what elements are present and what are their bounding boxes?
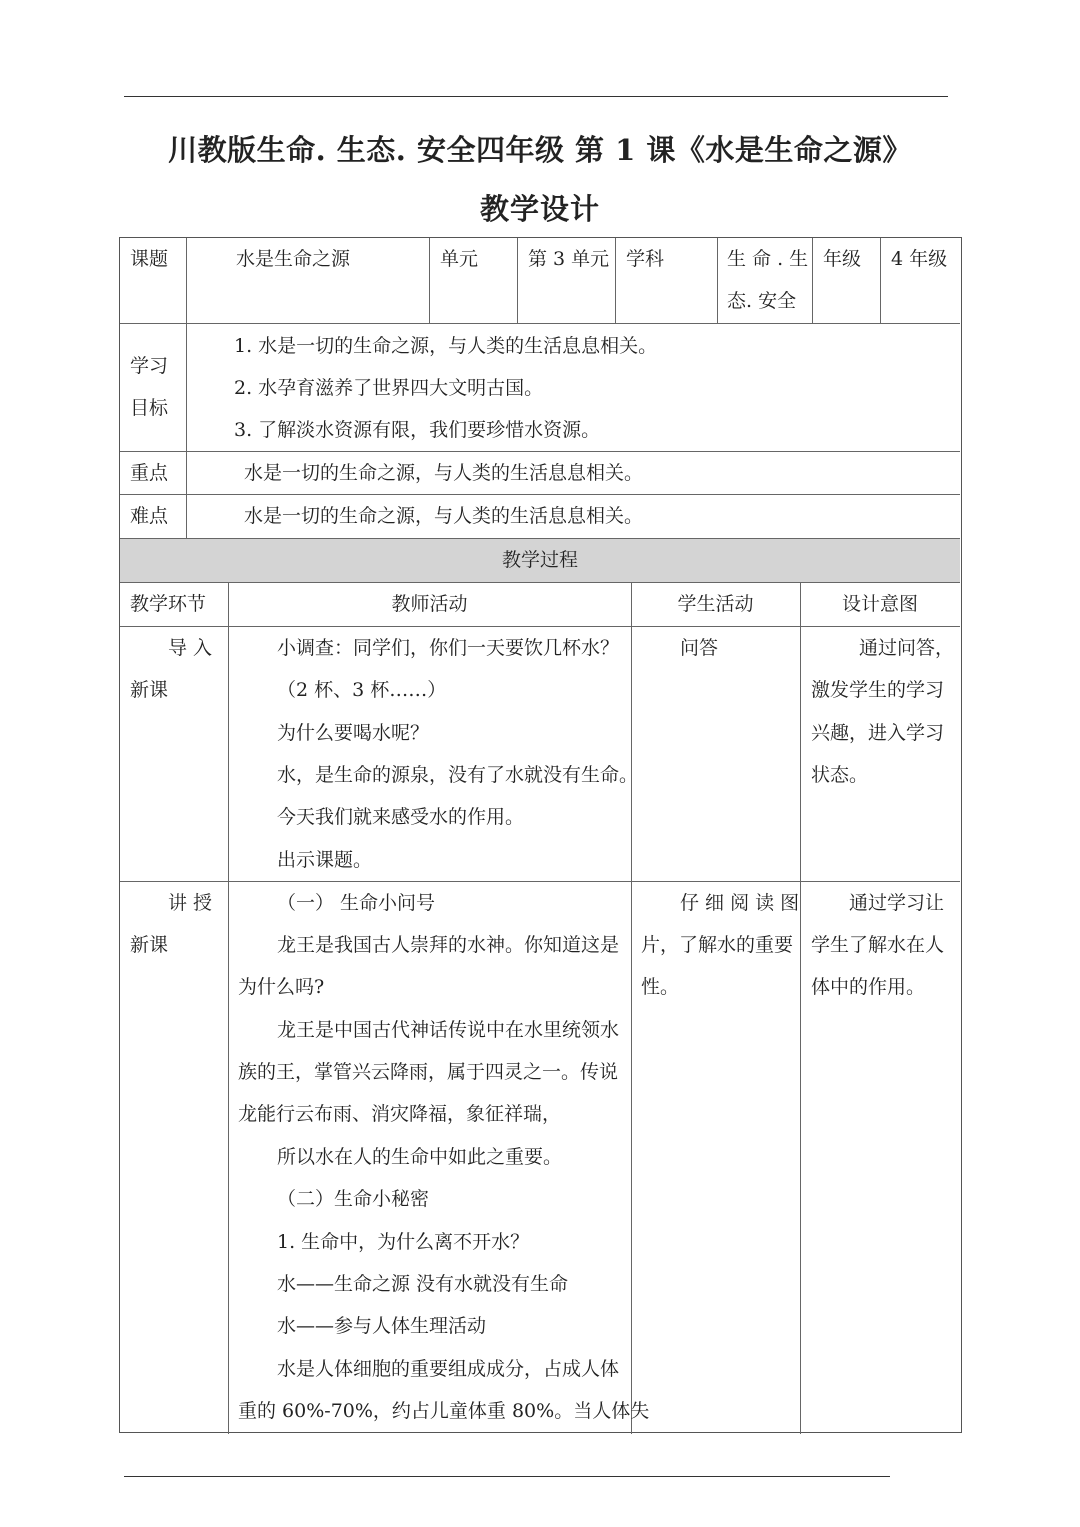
document-subtitle: 教学设计	[479, 192, 600, 226]
col-header-student: 学生活动	[677, 593, 754, 615]
intro-student-text: 问答	[680, 637, 719, 659]
lecture-teacher-line: 龙能行云布雨、消灾降福，象征祥瑞，	[238, 1103, 562, 1125]
lecture-teacher-line: 龙王是中国古代神话传说中在水里统领水	[277, 1019, 620, 1041]
goals-label-line1: 学习	[130, 355, 169, 377]
col-header-stage: 教学环节	[130, 593, 207, 615]
goals-label-line2: 目标	[130, 397, 169, 419]
lecture-intent-line: 学生了解水在人	[811, 934, 945, 956]
unit-value: 第 3 单元	[528, 248, 610, 270]
header-rule	[124, 96, 948, 97]
lecture-student-line: 仔 细 阅 读 图	[680, 892, 800, 914]
goal-item: 3. 了解淡水资源有限，我们要珍惜水资源。	[234, 419, 601, 441]
lecture-teacher-line: 龙王是我国古人崇拜的水神。你知道这是	[277, 934, 620, 956]
intro-teacher-line: 小调查：同学们，你们一天要饮几杯水？	[277, 637, 620, 659]
intro-teacher-line: 今天我们就来感受水的作用。	[277, 806, 525, 828]
lecture-stage-line2: 新课	[130, 934, 169, 956]
col-header-teacher: 教师活动	[391, 593, 468, 615]
lecture-teacher-line: 族的王，掌管兴云降雨，属于四灵之一。传说	[238, 1061, 619, 1083]
goal-item: 1. 水是一切的生命之源，与人类的生活息息相关。	[234, 335, 658, 357]
intro-teacher-line: 出示课题。	[277, 849, 373, 871]
lecture-intent-line: 通过学习让	[849, 892, 945, 914]
lecture-teacher-line: 水——生命之源 没有水就没有生命	[277, 1273, 569, 1295]
subject-value-line2: 态. 安全	[727, 290, 797, 312]
grade-label: 年级	[823, 248, 862, 270]
lecture-teacher-line: 重的 60%-70%，约占儿童体重 80%。当人体失	[238, 1400, 650, 1422]
difficulty-label: 难点	[130, 505, 169, 527]
grade-value: 4 年级	[891, 248, 948, 270]
document-title: 川教版生命. 生态. 安全四年级 第 1 课《水是生命之源》	[168, 133, 912, 167]
unit-label: 单元	[440, 248, 479, 270]
difficulty-text: 水是一切的生命之源，与人类的生活息息相关。	[244, 505, 644, 527]
intro-intent-line: 状态。	[811, 764, 869, 786]
lecture-student-line: 性。	[641, 976, 680, 998]
intro-intent-line: 激发学生的学习	[811, 679, 945, 701]
lecture-teacher-line: 为什么吗?	[238, 976, 325, 998]
goal-item: 2. 水孕育滋养了世界四大文明古国。	[234, 377, 544, 399]
intro-teacher-line: （2 杯、3 杯……）	[277, 679, 447, 701]
intro-stage-line1: 导 入	[168, 637, 213, 659]
intro-stage-line2: 新课	[130, 679, 169, 701]
lecture-teacher-line: 水——参与人体生理活动	[277, 1315, 487, 1337]
col-header-intent: 设计意图	[841, 593, 918, 615]
lecture-student-line: 片，了解水的重要	[641, 934, 794, 956]
lecture-teacher-line: 1. 生命中，为什么离不开水？	[277, 1231, 530, 1253]
lecture-stage-line1: 讲 授	[168, 892, 213, 914]
lecture-teacher-line: （一） 生命小问号	[277, 892, 436, 914]
intro-intent-line: 通过问答，	[859, 637, 955, 659]
process-title: 教学过程	[501, 549, 578, 571]
lecture-teacher-line: 水是人体细胞的重要组成成分，占成人体	[277, 1358, 620, 1380]
topic-label: 课题	[130, 248, 169, 270]
lecture-teacher-line: （二）生命小秘密	[277, 1188, 430, 1210]
intro-teacher-line: 水，是生命的源泉，没有了水就没有生命。	[277, 764, 639, 786]
intro-teacher-line: 为什么要喝水呢？	[277, 722, 430, 744]
key-point-text: 水是一切的生命之源，与人类的生活息息相关。	[244, 462, 644, 484]
lecture-intent-line: 体中的作用。	[811, 976, 926, 998]
lesson-plan-table	[119, 237, 962, 1433]
subject-label: 学科	[626, 248, 665, 270]
intro-intent-line: 兴趣，进入学习	[811, 722, 945, 744]
key-point-label: 重点	[130, 462, 169, 484]
topic-value: 水是生命之源	[236, 248, 351, 270]
footer-rule	[124, 1476, 890, 1477]
subject-value-line1: 生 命 . 生	[727, 248, 809, 270]
lecture-teacher-line: 所以水在人的生命中如此之重要。	[277, 1146, 563, 1168]
